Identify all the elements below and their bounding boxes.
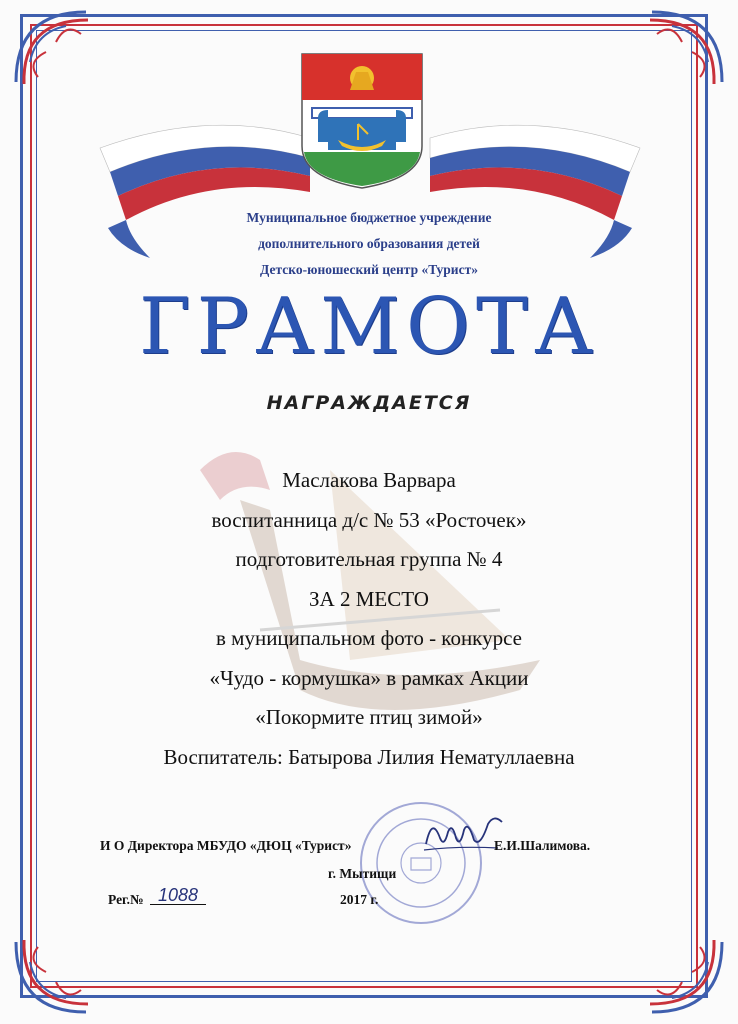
reg-number-label: Рег.№: [108, 892, 144, 907]
awarded-label: НАГРАЖДАЕТСЯ: [266, 392, 472, 414]
certificate-title: ГРАМОТА: [138, 282, 600, 372]
organization-line-3: Детско-юношеский центр «Турист»: [260, 262, 478, 277]
organization-line-1: Муниципальное бюджетное учреждение: [246, 210, 492, 225]
coat-of-arms-emblem: [298, 50, 426, 190]
recipient-teacher: Воспитатель: Батырова Лилия Нематуллаевна: [163, 745, 575, 769]
year-label: 2017 г.: [340, 892, 379, 907]
corner-ornament-bottom-right: [642, 932, 732, 1022]
corner-ornament-top-left: [6, 2, 96, 92]
recipient-line-2: воспитанница д/с № 53 «Росточек»: [211, 508, 527, 532]
recipient-place: ЗА 2 МЕСТО: [309, 587, 429, 611]
recipient-line-3: подготовительная группа № 4: [235, 547, 503, 571]
organization-line-2: дополнительного образования детей: [258, 236, 480, 251]
director-position: И О Директора МБУДО «ДЮЦ «Турист»: [100, 838, 352, 853]
corner-ornament-bottom-left: [6, 932, 96, 1022]
director-name: Е.И.Шалимова.: [494, 838, 591, 853]
recipient-line-6: «Чудо - кормушка» в рамках Акции: [209, 666, 529, 690]
recipient-line-7: «Покормите птиц зимой»: [255, 705, 483, 729]
recipient-line-5: в муниципальном фото - конкурсе: [216, 626, 522, 650]
corner-ornament-top-right: [642, 2, 732, 92]
recipient-name: Маслакова Варвара: [282, 468, 456, 492]
city-label: г. Мытищи: [328, 866, 397, 881]
reg-number-value: 1088: [150, 886, 206, 905]
